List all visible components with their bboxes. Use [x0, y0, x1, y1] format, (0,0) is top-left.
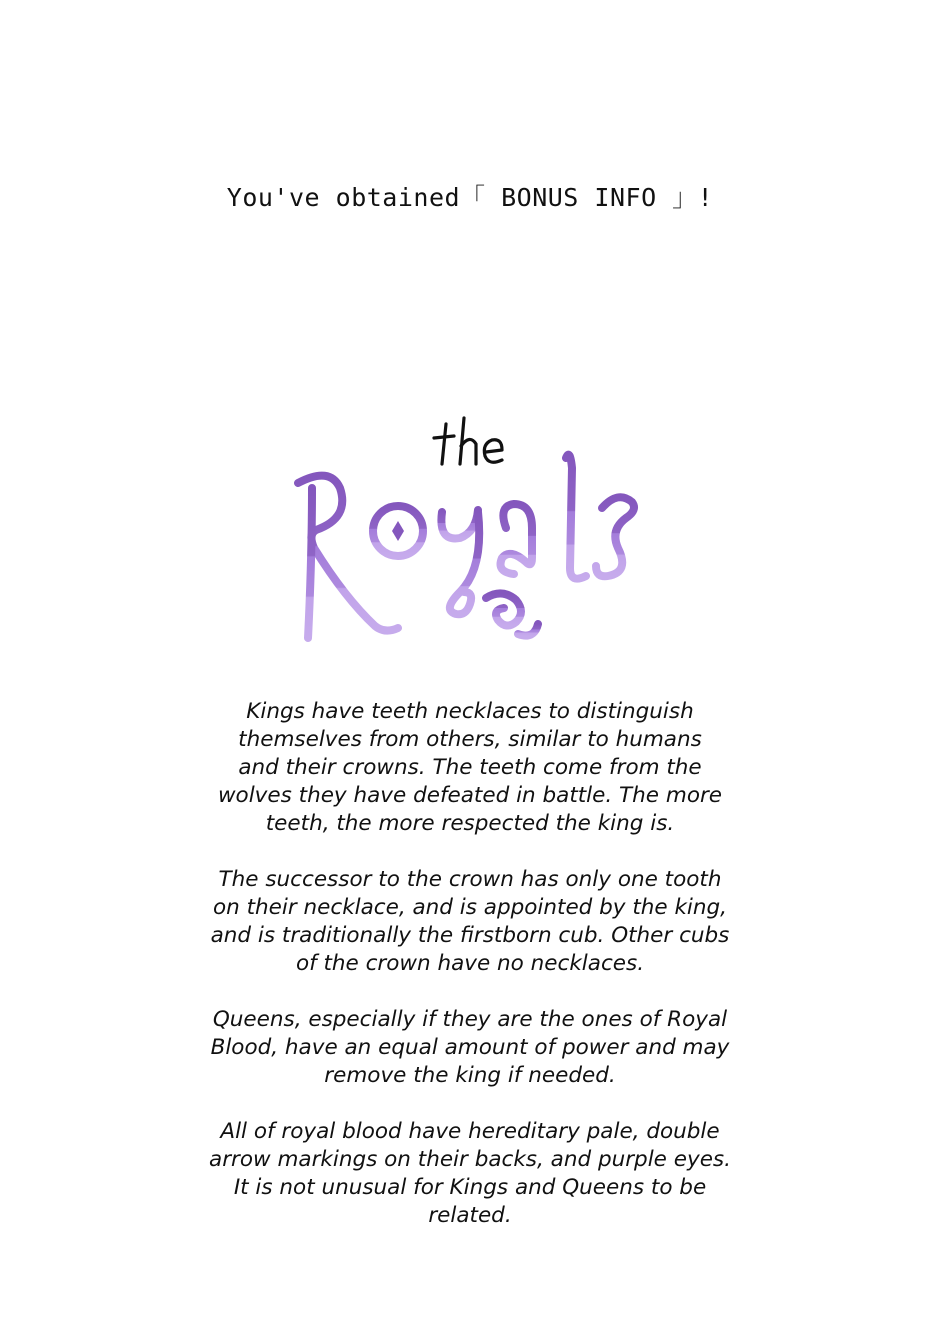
paragraph-successor — [150, 866, 790, 978]
title-small-word — [434, 418, 502, 464]
text-line: arrow markings on their backs, and purple eyes. — [209, 1147, 731, 1172]
paragraph-queens — [150, 1006, 790, 1090]
text-line: themselves from others, similar to humans — [238, 727, 702, 752]
text-line: and their crowns. The teeth come from the — [238, 755, 702, 780]
lore-body — [150, 698, 790, 1258]
text-line: teeth, the more respected the king is. — [265, 811, 675, 836]
paragraph-royal-blood — [150, 1118, 790, 1230]
royals-title-artwork — [270, 408, 670, 658]
text-line: remove the king if needed. — [324, 1063, 616, 1088]
text-line: The successor to the crown has only one tooth — [218, 867, 722, 892]
text-line: All of royal blood have hereditary pale, double — [220, 1119, 720, 1144]
text-line: Blood, have an equal amount of power and may — [210, 1035, 730, 1060]
text-line: on their necklace, and is appointed by the king, — [212, 895, 728, 920]
paragraph-kings-necklaces — [150, 698, 790, 838]
text-line: Kings have teeth necklaces to distinguish — [246, 699, 694, 724]
title-main-word — [298, 455, 634, 638]
text-line: wolves they have defeated in battle. The more — [217, 783, 723, 808]
title-logo — [270, 408, 670, 658]
text-line: of the crown have no necklaces. — [295, 951, 645, 976]
text-line: related. — [428, 1203, 512, 1228]
text-line: Queens, especially if they are the ones of Royal — [212, 1007, 728, 1032]
text-line: It is not unusual for Kings and Queens to be — [233, 1175, 707, 1200]
text-line: and is traditionally the firstborn cub. Other cubs — [210, 923, 730, 948]
bonus-info-banner: You've obtained「 BONUS INFO 」! — [226, 183, 714, 212]
